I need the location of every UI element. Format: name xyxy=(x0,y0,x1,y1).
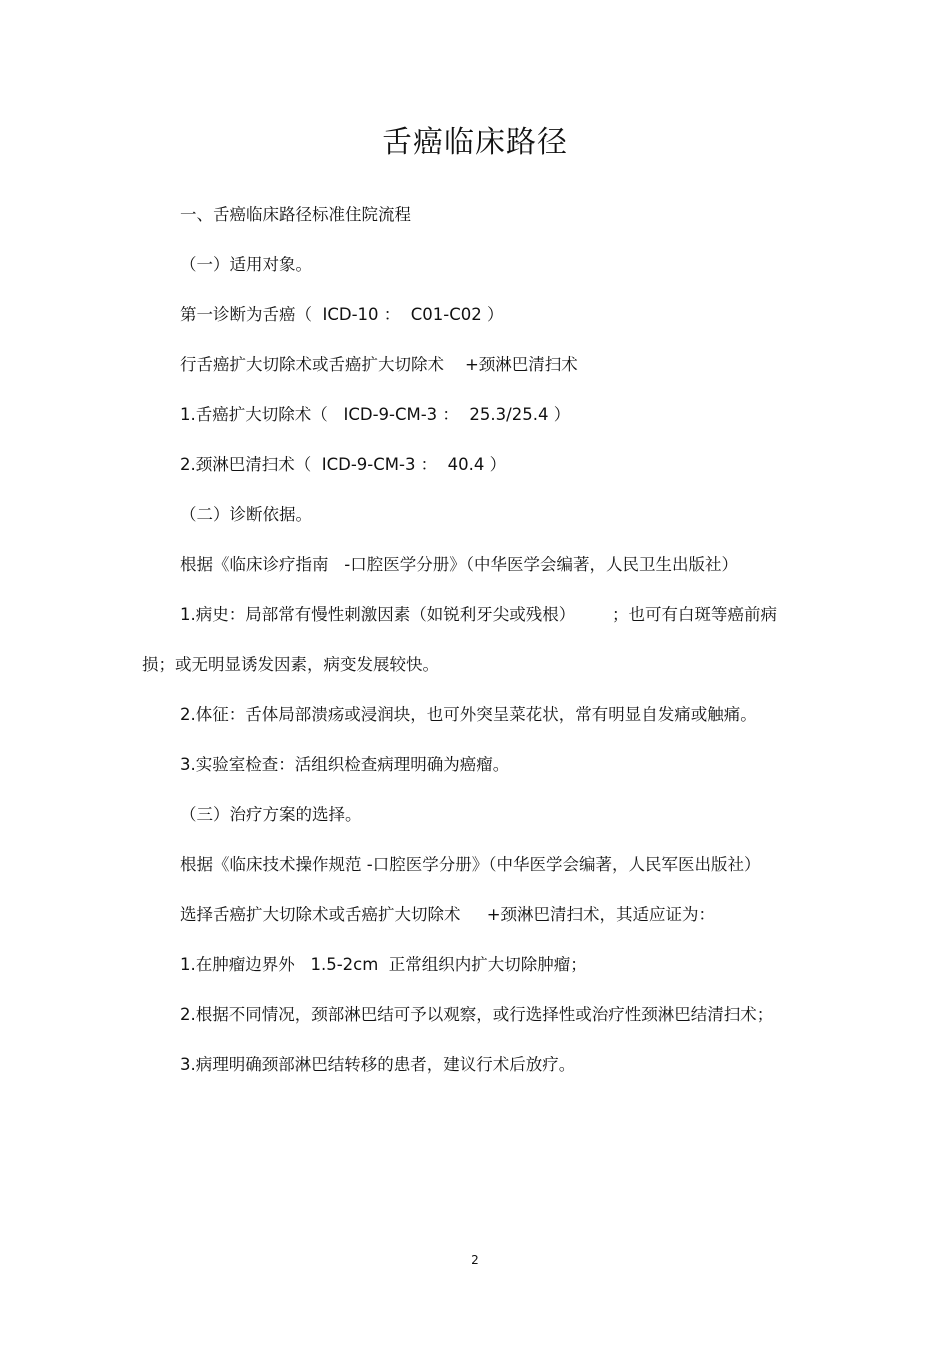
subsection-heading: （三）治疗方案的选择。 xyxy=(180,805,362,824)
paragraph: 行舌癌扩大切除术或舌癌扩大切除术 +颈淋巴清扫术 xyxy=(180,355,578,374)
subsection-heading: （二）诊断依据。 xyxy=(180,505,312,524)
paragraph: 根据《临床技术操作规范 -口腔医学分册》（中华医学会编著，人民军医出版社） xyxy=(180,855,761,874)
list-item: 2.体征：舌体局部溃疡或浸润块，也可外突呈菜花状，常有明显自发痛或触痛。 xyxy=(180,705,757,724)
subsection-heading: （一）适用对象。 xyxy=(180,255,312,274)
list-item: 3.实验室检查：活组织检查病理明确为癌瘤。 xyxy=(180,755,510,774)
document-body xyxy=(142,190,802,1090)
list-item: 3.病理明确颈部淋巴结转移的患者，建议行术后放疗。 xyxy=(180,1055,576,1074)
list-item: 1.病史：局部常有慢性刺激因素（如锐利牙尖或残根） ；也可有白斑等癌前病损；或无明显诱发因素，病变发展较快。 xyxy=(142,605,777,674)
paragraph: 选择舌癌扩大切除术或舌癌扩大切除术 +颈淋巴清扫术，其适应证为： xyxy=(180,905,716,924)
list-item: 2.根据不同情况，颈部淋巴结可予以观察，或行选择性或治疗性颈淋巴结清扫术； xyxy=(180,1005,774,1024)
page-number: 2 xyxy=(471,1253,479,1267)
list-item: 1.在肿瘤边界外 1.5-2cm 正常组织内扩大切除肿瘤； xyxy=(180,955,587,974)
paragraph: 第一诊断为舌癌（ ICD-10 ： C01-C02 ） xyxy=(180,305,504,324)
list-item: 2.颈淋巴清扫术（ ICD-9-CM-3 ： 40.4 ） xyxy=(180,455,507,474)
list-item: 1.舌癌扩大切除术（ ICD-9-CM-3 ： 25.3/25.4 ） xyxy=(180,405,571,424)
section-heading: 一、舌癌临床路径标准住院流程 xyxy=(180,205,411,224)
document-title: 舌癌临床路径 xyxy=(382,125,568,160)
paragraph: 根据《临床诊疗指南 -口腔医学分册》（中华医学会编著，人民卫生出版社） xyxy=(180,555,738,574)
